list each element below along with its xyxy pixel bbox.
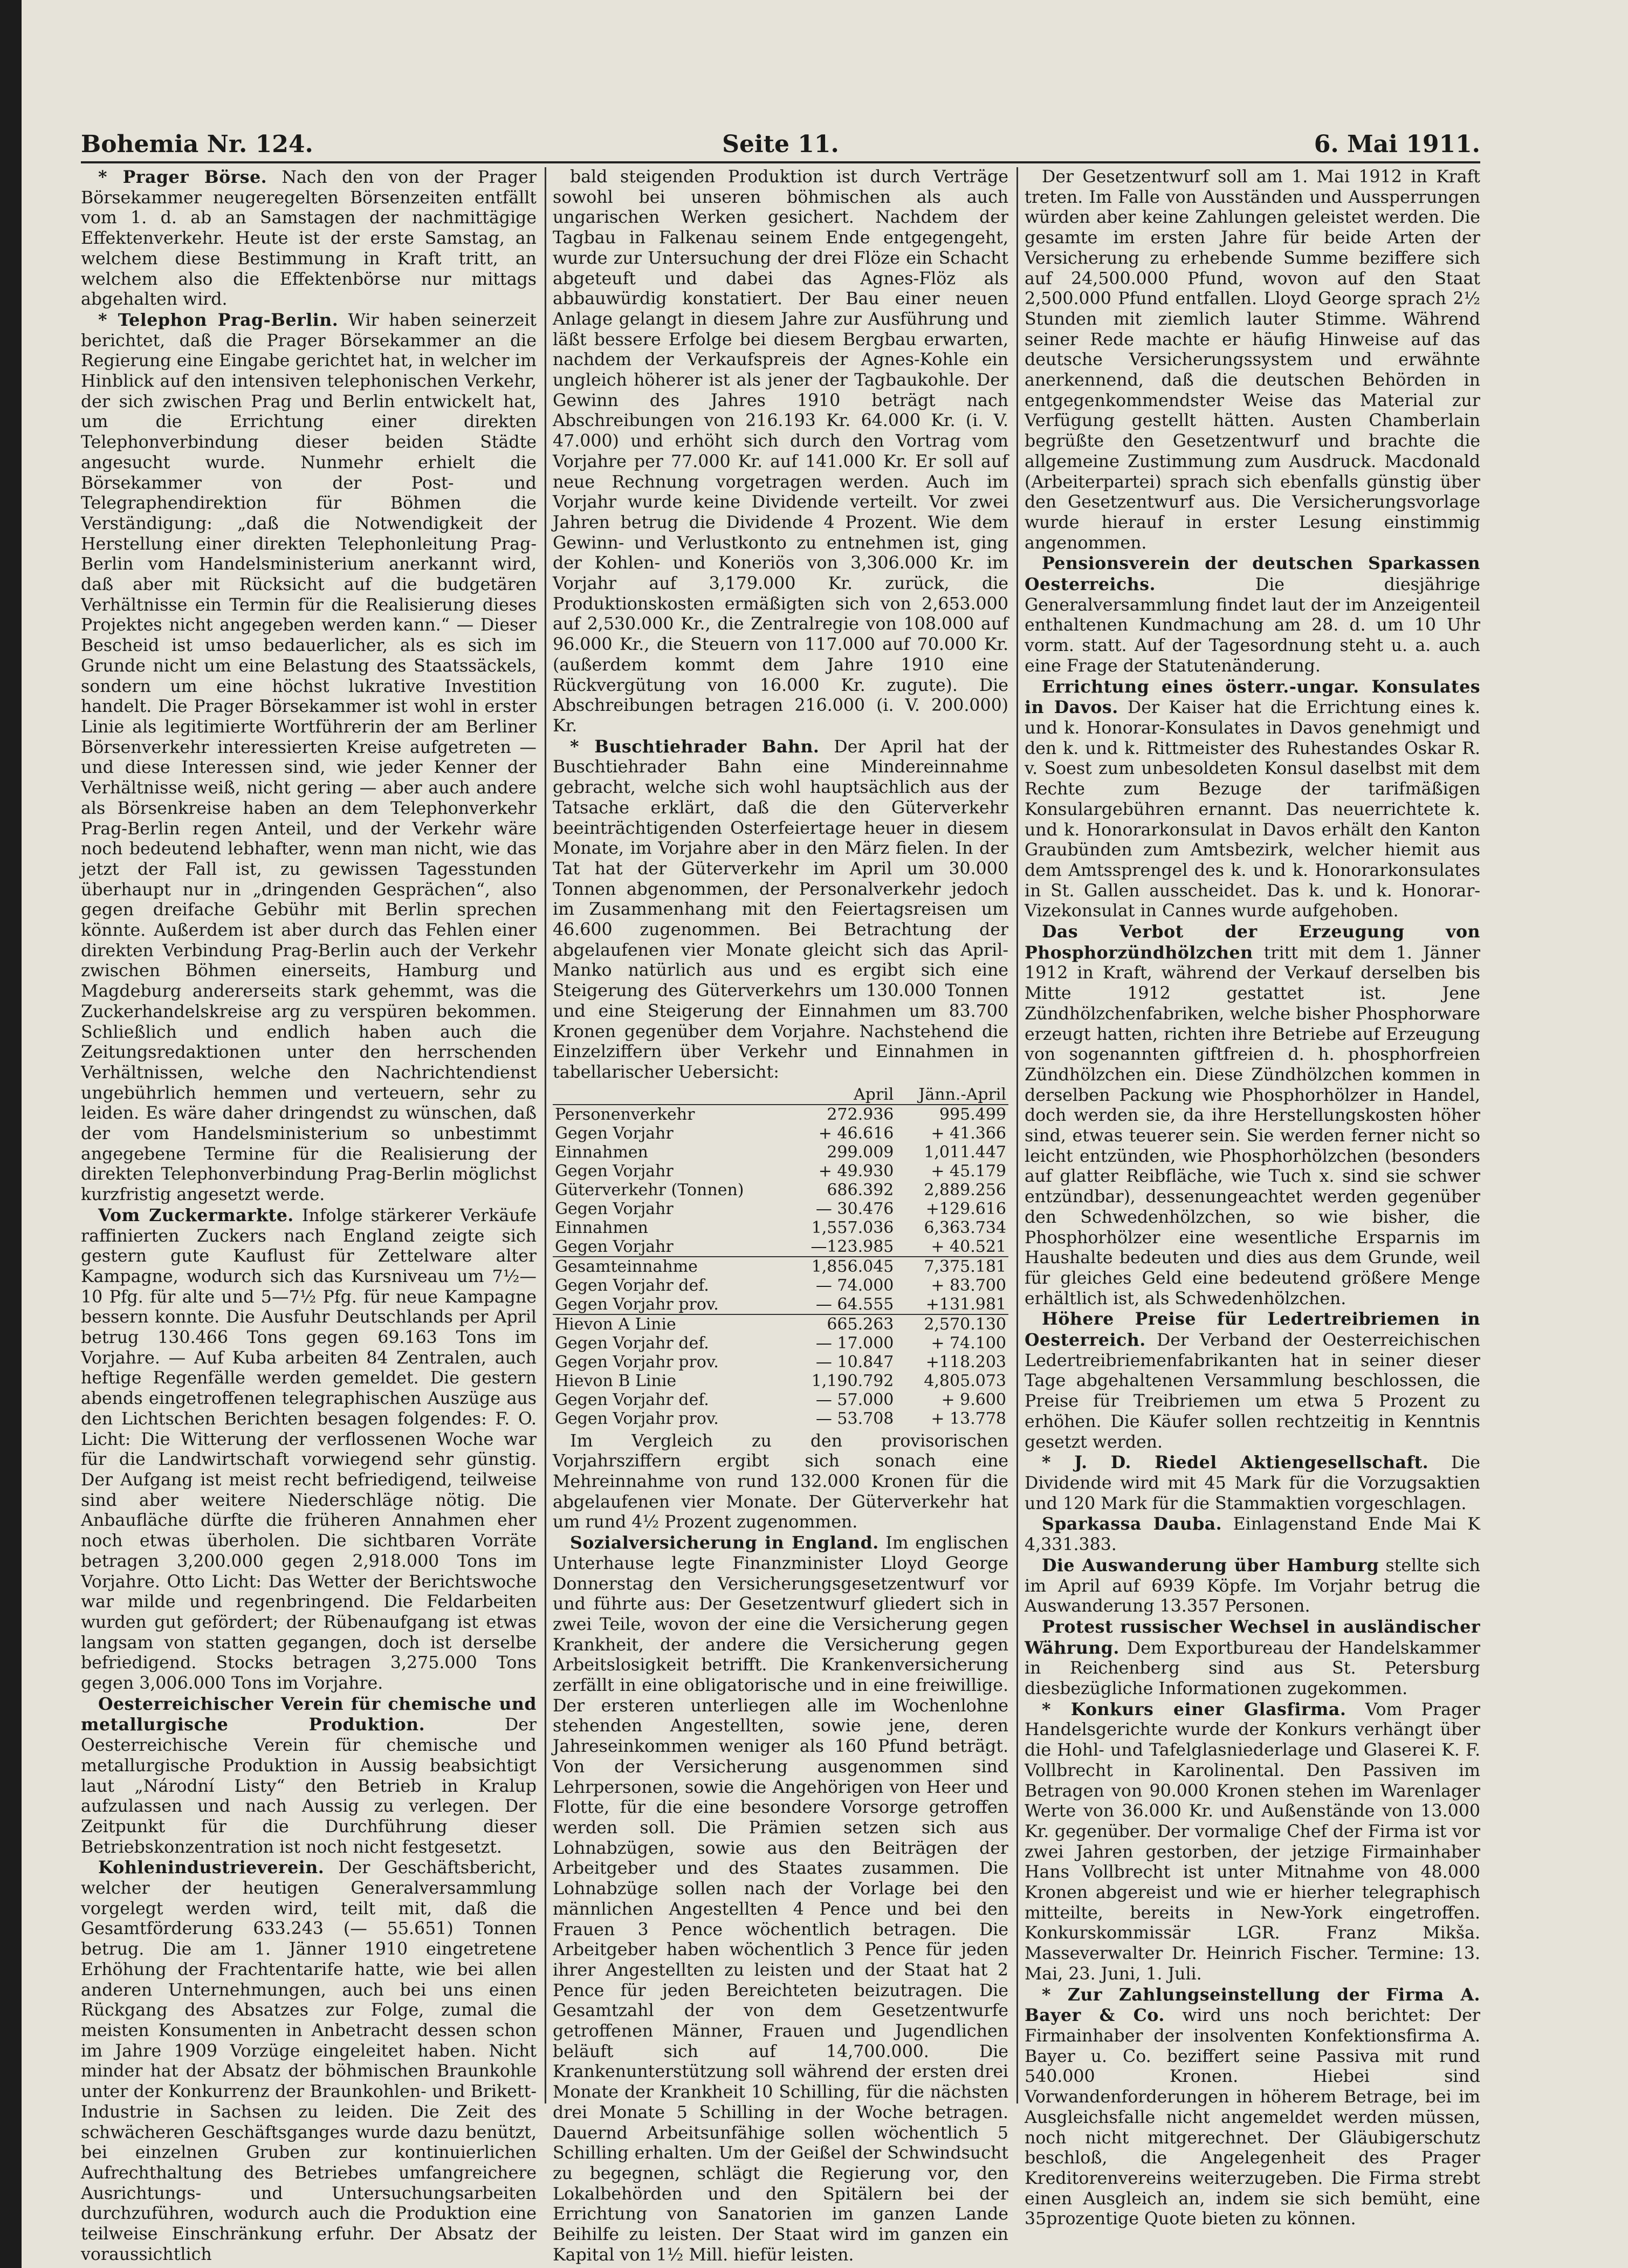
article-paragraph — [1025, 1617, 1480, 1700]
table-cell-jan-april: 995.499 — [896, 1105, 1008, 1124]
table-cell-jan-april: +118.203 — [925, 1352, 1006, 1372]
article-heading: * Buschtiehrader Bahn. — [570, 736, 820, 757]
table-cell-label: Gegen Vorjahr — [555, 1237, 674, 1256]
article-paragraph — [1025, 553, 1480, 676]
article-heading: Protest russischer Wechsel in ausländischer Währung. — [1025, 1616, 1480, 1658]
article-heading: Das Verbot der Erzeugung von Phosphorzündhölzchen — [1025, 922, 1480, 963]
article-heading: Höhere Preise für Ledertreibriemen in Oesterreich. — [1025, 1309, 1480, 1351]
article-heading: Sparkassa Dauba. — [1042, 1514, 1222, 1534]
table-cell-label: Gesamteinnahme — [553, 1257, 789, 1276]
table-cell-jan-april: + 40.521 — [931, 1237, 1006, 1256]
table-cell-label: Gegen Vorjahr def. — [555, 1390, 709, 1409]
article-text: Der Kaiser hat die Errichtung eines k. und k. Honorar-Konsulates in Davos genehmigt und den k. und k. Rittmeister des Ruhestandes Oskar R. v. Soest zum unbesoldeten Konsul daselbst mit dem Rechte zum Bezuge der tarifmäßigen Konsulargebühren ernannt. Das neuerrichtete k. und k. Honorarkonsulat in Davos erhält den Kanton Graubünden zum Amtsbezirk, welcher hiemit aus dem Amtssprengel des k. und k. Honorarkonsulates in St. Gallen ausscheidet. Das k. und k. Honorar-Vizekonsulat in Cannes wurde aufgehoben. — [1025, 698, 1480, 921]
table-cell-label: Gegen Vorjahr — [555, 1199, 674, 1218]
column-2-bottom — [553, 1431, 1008, 2266]
table-cell-jan-april: 6,363.734 — [924, 1218, 1006, 1237]
article-text: Wir haben seinerzeit berichtet, daß die Prager Börsekammer an die Regierung eine Eingabe gerichtet hat, in welcher im Hinblick auf den intensiven telephonischen Verkehr, der sich zwischen Prag und Berlin entwickelt hat, um die Errichtung einer direkten Telephonverbindung dieser beiden Städte angesucht wurde. Nunmehr erhielt die Börsekammer von der Post- und Telegraphendirektion für Böhmen die Verständigung: „daß die Notwendigkeit der Herstellung einer direkten Telephonleitung Prag-Berlin vom Handelsministerium anerkannt wird, daß aber mit Rücksicht auf die budgetären Verhältnisse ein Termin für die Realisierung dieses Projektes nicht angegeben werden kann.“ — Dieser Bescheid ist umso bedauerlicher, als es sich im Grunde nicht um eine Belastung des Staatssäckels, sondern um eine höchst lukrative Investition handelt. Die Prager Börsekammer ist wohl in erster Linie als legitimierte Wortführerin der am Berliner Börsenverkehr interessierten Kreise aufgetreten — und diese Interessen sind, wie jeder Kenner der Verhältnisse weiß, nicht gering — aber auch andere als Börsenkreise haben an dem Telephonverkehr Prag-Berlin regen Anteil, und der Verkehr wäre noch bedeutend lebhafter, wenn man nicht, wie das jetzt der Fall ist, zu gewissen Tagesstunden überhaupt nur in „dringenden Gesprächen“, also gegen dreifache Gebühr mit Berlin sprechen könnte. Außerdem ist aber durch das Fehlen einer direkten Verbindung Prag-Berlin auch der Verkehr zwischen Böhmen einerseits, Hamburg und Magdeburg andererseits stark gehemmt, was die Zuckerhandelskreise arg zu verspüren bekommen. Schließlich und endlich haben auch die Zeitungsredaktionen unter den herrschenden Verhältnissen, welche den Nachrichtendienst ungebührlich hemmen und verteuern, sehr zu leiden. Es wäre daher dringendst zu wünschen, daß der vom Handelsministerium so unbestimmt angegebene Termine für die Realisierung der direkten Telephonverbindung Prag-Berlin möglichst kurzfristig angesetzt werde. — [81, 310, 537, 1205]
article-text: wird uns noch berichtet: Der Firmainhaber der insolventen Konfektionsfirma A. Bayer u. Co. beziffert seine Passiva mit rund 540.000 Kronen. Hiebei sind Vorwandenforderungen in höherem Betrage, bei im Ausgleichsfalle nicht angemeldet werden müssen, noch nicht mitgerechnet. Der Gläubigerschutz beschloß, die Angelegenheit des Prager Kreditorenvereins weiterzugeben. Die Firma strebt einen Ausgleich an, indem sie sich bemüht, eine 35prozentige Quote bieten zu können. — [1025, 2006, 1481, 2229]
article-paragraph — [1025, 1700, 1480, 1985]
article-heading: Oesterreichischer Verein für chemische und metallurgische Produktion. — [81, 1694, 537, 1735]
table-cell-jan-april: 7,375.181 — [896, 1257, 1008, 1276]
table-row — [553, 1314, 1008, 1334]
table-row — [553, 1200, 1008, 1218]
header-page-number: Seite 11. — [722, 131, 839, 158]
table-cell-april: 1,190.792 — [811, 1371, 894, 1390]
table-cell-label: Einnahmen — [555, 1142, 648, 1162]
table-row — [553, 1390, 1008, 1409]
article-paragraph — [81, 1205, 537, 1694]
article-text: Die Dividende wird mit 45 Mark für die Vorzugsaktien und 120 Mark für die Stammaktien vorgeschlagen. — [1025, 1453, 1481, 1513]
article-text: Die diesjährige Generalversammlung findet laut der im Anzeigenteil enthaltenen Kundmachung am 28. d. um 10 Uhr vorm. statt. Auf der Tagesordnung steht u. a. auch eine Frage der Statutenänderung. — [1025, 575, 1480, 676]
article-text: Nach den von der Prager Börsekammer neugeregelten Börsenzeiten entfällt vom 1. d. ab an Samstagen der nachmittägige Effektenverkehr. Heute ist der erste Samstag, an welchem diese Bestimmung in Kraft tritt, an welchem also die Effektenbörse nur mittags abgehalten wird. — [81, 168, 537, 310]
table-cell-april: — 57.000 — [815, 1390, 894, 1409]
article-heading: Errichtung eines österr.-ungar. Konsulates in Davos. — [1025, 676, 1480, 718]
article-text: Der Oesterreichische Verein für chemische und metallurgische Produktion in Aussig beabsichtigt laut „Národní Listy“ den Betrieb in Kralup aufzulassen und nach Aussig zu verlegen. Der Zeitpunkt für die Durchführung dieser Betriebskonzentration ist noch nicht festgesetzt. — [81, 1715, 537, 1857]
header-paper-issue: Bohemia Nr. 124. — [81, 131, 313, 158]
table-cell-label: Güterverkehr (Tonnen) — [555, 1180, 744, 1200]
table-row — [553, 1334, 1008, 1353]
table-cell-april: 272.936 — [789, 1105, 896, 1124]
column-1 — [81, 167, 537, 2264]
page-header — [81, 116, 1480, 163]
article-paragraph — [81, 310, 537, 1205]
newspaper-page — [81, 116, 1481, 2265]
article-text: Im englischen Unterhause legte Finanzminister Lloyd George Donnerstag den Versicherungsgesetzentwurf vor und führte aus: Der Gesetzentwurf gliedert sich in zwei Teile, wovon der eine die Versicherung gegen Krankheit, der andere die Versicherung gegen Arbeitslosigkeit betrifft. Die Krankenversicherung zerfällt in eine obligatorische und in eine freiwillige. Der ersteren unterliegen alle im Wochenlohne stehenden Angestellten, sowie jene, deren Jahreseinkommen weniger als 160 Pfund beträgt. Von der Versicherung ausgenommen sind Lehrpersonen, sowie die Angehörigen von Heer und Flotte, für die eine besondere Vorsorge getroffen werden soll. Die Prämien setzen sich aus Lohnabzügen, sowie aus den Beiträgen der Arbeitgeber und des Staates zusammen. Die Lohnabzüge sollen nach der Vorlage bei den männlichen Angestellten 4 Pence und bei den Frauen 3 Pence wöchentlich betragen. Die Arbeitgeber haben wöchentlich 3 Pence für jeden ihrer Angestellten zu leisten und der Staat hat 2 Pence für jeden Bereichteten beizutragen. Die Gesamtzahl der von dem Gesetzentwurfe getroffenen Männer, Frauen und Jugendlichen beläuft sich auf 14,700.000. Die Krankenunterstützung soll während der ersten drei Monate der Krankheit 10 Schilling, für die nächsten drei Monate 5 Schilling in der Woche betragen. Dauernd Arbeitsunfähige sollen wöchentlich 5 Schilling erhalten. Um der Geißel der Schwindsucht zu begegnen, schlägt die Regierung vor, den Lokalbehörden und den Spitälern bei der Errichtung von Sanatorien im ganzen Lande Beihilfe zu leisten. Der Staat wird im ganzen ein Kapital von 1½ Mill. hiefür leisten. — [553, 1533, 1009, 2265]
table-cell-jan-april: 1,011.447 — [924, 1142, 1006, 1162]
table-cell-label: Personenverkehr — [553, 1105, 789, 1124]
scan-edge — [0, 0, 22, 2268]
table-row — [553, 1181, 1008, 1200]
column-2-top — [553, 167, 1008, 1083]
article-paragraph — [81, 167, 537, 310]
table-cell-april: — 17.000 — [815, 1333, 894, 1353]
table-row — [553, 1237, 1008, 1257]
table-row — [553, 1143, 1008, 1162]
article-text: stellte sich im April auf 6939 Köpfe. Im Vorjahr betrug die Auswanderung 13.357 Personen. — [1025, 1556, 1480, 1616]
table-cell-label: Hievon A Linie — [553, 1314, 789, 1334]
table-cell-label: Gegen Vorjahr prov. — [555, 1409, 719, 1428]
article-text: tritt mit dem 1. Jänner 1912 in Kraft, während der Verkauf derselben bis Mitte 1912 gestattet ist. Jene Zündhölzchenfabriken, welche bisher Phosphorware erzeugt hatten, richten ihre Betriebe auf Erzeugung von sogenannten giftfreien d. h. phosphorfreien Zündhölzchen ein. Diese Zündhölzchen kommen in derselben Packung wie Phosphorhölzer in Handel, doch werden sie, da ihre Herstellungskosten höher sind, etwas teuerer sein. Sie werden ferner nicht so leicht entzünden, wie Phosphorhölzchen (besonders auf glatter Reibfläche, wie Tuch x. sind sie schwer entzündbar), dessenungeachtet werden gegenüber den Schwedenhölzchen, so wie bisher, die Phosphorhölzer eine wesentliche Ersparnis im Haushalte bedeuten und dies aus dem Grunde, weil für gleiches Geld eine bedeutend größere Menge erhältlich ist, als Schwedenhölzchen. — [1025, 943, 1480, 1308]
table-cell-april: 299.009 — [827, 1142, 894, 1162]
article-paragraph — [553, 1533, 1008, 2265]
table-cell-jan-april: + 74.100 — [931, 1333, 1006, 1353]
table-cell-april: — 30.476 — [815, 1199, 894, 1218]
table-cell-jan-april: + 41.366 — [931, 1123, 1006, 1143]
table-row — [553, 1124, 1008, 1143]
table-cell-jan-april: +129.616 — [925, 1199, 1006, 1218]
table-cell-jan-april: 2,570.130 — [896, 1314, 1008, 1334]
table-cell-april: — 64.555 — [815, 1294, 894, 1314]
table-cell-label: Gegen Vorjahr def. — [555, 1276, 709, 1295]
article-paragraph — [1025, 1309, 1480, 1452]
article-heading: * Zur Zahlungseinstellung der Firma A. Bayer & Co. — [1025, 1984, 1480, 2026]
table-cell-label: Hievon B Linie — [555, 1371, 677, 1390]
table-row — [553, 1353, 1008, 1372]
article-paragraph — [1025, 167, 1480, 553]
article-paragraph — [1025, 922, 1480, 1309]
article-text: Der Verband der Oesterreichischen Ledertreibriemenfabrikanten hat in seiner dieser Tage abgehaltenen Versammlung beschlossen, die Preise für Treibriemen um etwa 5 Prozent zu erhöhen. Die Käufer sollen rechtzeitig in Kenntnis gesetzt werden. — [1025, 1331, 1480, 1452]
article-paragraph — [1025, 1514, 1480, 1555]
article-paragraph — [553, 1431, 1008, 1533]
table-cell-label: Einnahmen — [555, 1218, 648, 1237]
table-cell-april: 665.263 — [789, 1314, 896, 1334]
article-heading: Pensionsverein der deutschen Sparkassen Oesterreichs. — [1025, 553, 1480, 595]
table-header-april: April — [789, 1085, 896, 1105]
table-cell-jan-april: 2,889.256 — [924, 1180, 1006, 1200]
table-row — [553, 1295, 1008, 1314]
table-row — [553, 1162, 1008, 1181]
article-paragraph — [1025, 677, 1480, 922]
article-heading: * Telephon Prag-Berlin. — [98, 310, 339, 330]
table-cell-april: 686.392 — [827, 1180, 894, 1200]
article-text: Infolge stärkerer Verkäufe raffinierten Zuckers nach England zeigte sich gestern gute Kauflust für Zettelware alter Kampagne, wodurch sich das Kursniveau um 7½—10 Pfg. für alte und 5—7½ Pfg. für neue Kampagne bessern konnte. Die Ausfuhr Deutschlands per April betrug 130.466 Tons gegen 69.163 Tons im Vorjahre. — Auf Kuba arbeiten 84 Zentralen, auch heftige Regenfälle werden gemeldet. Die gestern abends eingetroffenen telegraphischen Auszüge aus den Lichtschen Berichten besagen folgendes: F. O. Licht: Die Witterung der verflossenen Woche war für die Landwirtschaft vorwiegend sehr günstig. Der Aufgang ist meist recht befriedigend, teilweise sind aber weitere Niederschläge nötig. Die Anbaufläche dürfte die früheren Annahmen eher noch etwas überholen. Die sichtbaren Vorräte betragen 3,200.000 gegen 2,918.000 Tons im Vorjahre. Otto Licht: Das Wetter der Berichtswoche war milde und regenbringend. Die Feldarbeiten wurden gut gefördert; der Rübenaufgang ist etwas langsam von statten gegangen, doch ist derselbe befriedigend. Stocks betragen 3,275.000 Tons gegen 3,006.000 Tons im Vorjahre. — [81, 1205, 537, 1694]
table-cell-april: — 53.708 — [815, 1409, 894, 1428]
header-date: 6. Mai 1911. — [1314, 131, 1480, 158]
table-cell-april: + 49.930 — [818, 1161, 894, 1181]
table-cell-april: — 10.847 — [815, 1352, 894, 1372]
article-heading: Die Auswanderung über Hamburg — [1042, 1555, 1379, 1575]
table-row — [553, 1372, 1008, 1390]
article-paragraph — [1025, 1985, 1480, 2230]
article-paragraph — [1025, 1452, 1480, 1514]
article-text: Der Geschäftsbericht, welcher der heutigen Generalversammlung vorgelegt werden wird, teilt mit, daß die Gesamtförderung 633.243 (— 55.651) Tonnen betrug. Die am 1. Jänner 1910 eingetretene Erhöhung der Frachtentarife hatte, wie bei allen anderen Unternehmungen, auch bei uns einen Rückgang des Absatzes zur Folge, zumal die meisten Konsumenten in Anbetracht dessen schon im Jahre 1909 Vorzüge eingeleitet haben. Nicht minder hat der Absatz der böhmischen Braunkohle unter der Konkurrenz der Braunkohlen- und Brikett-Industrie in Sachsen zu leiden. Die Zeit des schwächeren Geschäftsganges wurde dazu benützt, bei einzelnen Gruben zur kontinuierlichen Aufrechthaltung des Betriebes umfangreichere Ausrichtungs- und Untersuchungsarbeiten durchzuführen, wodurch auch die Produktion eine teilweise Einschränkung erfuhr. Der Absatz der voraussichtlich — [81, 1858, 537, 2264]
table-cell-label: Gegen Vorjahr prov. — [555, 1294, 719, 1314]
table-cell-april: 1,557.036 — [811, 1218, 894, 1237]
article-heading: * Konkurs einer Glasfirma. — [1042, 1699, 1347, 1719]
column-2 — [553, 167, 1009, 2265]
table-row — [553, 1257, 1008, 1276]
table-cell-label: Gegen Vorjahr — [555, 1123, 674, 1143]
article-text: bald steigenden Produktion ist durch Verträge sowohl bei unseren böhmischen als auch ungarischen Werken gesichert. Nachdem der Tagbau in Falkenau seinem Ende entgegengeht, wurde zur Untersuchung der drei Flöze ein Schacht abgeteuft und dabei das Agnes-Flöz als abbauwürdig konstatiert. Der Bau einer neuen Anlage gelangt in diesem Jahre zur Ausführung und läßt bessere Erfolge bei diesem Bergbau erwarten, nachdem der Verkaufspreis der Agnes-Kohle ein ungleich höherer ist als jener der Tagbaukohle. Der Gewinn des Jahres 1910 beträgt nach Abschreibungen von 216.193 Kr. 64.000 Kr. (i. V. 47.000) und erhöht sich durch den Vortrag vom Vorjahre per 77.000 Kr. auf 141.000 Kr. Er soll auf neue Rechnung vorgetragen werden. Auch im Vorjahr wurde keine Dividende verteilt. Vor zwei Jahren betrug die Dividende 4 Prozent. Wie dem Gewinn- und Verlustkonto zu entnehmen ist, ging der Kohlen- und Koneriös von 3,306.000 Kr. im Vorjahr auf 3,179.000 Kr. zurück, die Produktionskosten ermäßigten sich von 2,653.000 auf 2,530.000 Kr., die Zentralregie von 108.000 auf 96.000 Kr., die Steuern von 117.000 auf 70.000 Kr. (außerdem kommt dem Jahre 1910 eine Rückvergütung von 16.000 Kr. zugute). Die Abschreibungen betragen 216.000 (i. V. 200.000) Kr. — [553, 167, 1008, 736]
table-cell-jan-april: 4,805.073 — [924, 1371, 1006, 1390]
columns — [81, 167, 1481, 2265]
traffic-table — [553, 1085, 1008, 1428]
article-text: Der April hat der Buschtiehrader Bahn eine Mindereinnahme gebracht, welche sich wohl hauptsächlich aus der Tatsache erklärt, daß die den Güterverkehr beeinträchtigenden Osterfeiertage heuer in diesem Monate, im Vorjahre aber in den März fielen. In der Tat hat der Güterverkehr im April um 30.000 Tonnen abgenommen, der Personalverkehr jedoch im Zusammenhang mit den Feiertagsreisen um 46.600 zugenommen. Bei Betrachtung der abgelaufenen vier Monate gleicht sich das April-Manko natürlich aus und es ergibt sich eine Steigerung des Güterverkehrs um 130.000 Tonnen und eine Steigerung der Einnahmen um 83.700 Kronen gegenüber dem Vorjahre. Nachstehend die Einzelziffern über Verkehr und Einnahmen in tabellarischer Uebersicht: — [553, 737, 1008, 1082]
article-heading: Vom Zuckermarkte. — [98, 1205, 294, 1225]
article-text: Im Vergleich zu den provisorischen Vorjahrsziffern ergibt sich sonach eine Mehreinnahme von rund 132.000 Kronen für die abgelaufenen vier Monate. Der Güterverkehr hat um rund 4½ Prozent zugenommen. — [553, 1431, 1008, 1532]
table-cell-jan-april: + 13.778 — [931, 1409, 1006, 1428]
article-paragraph — [1025, 1556, 1480, 1617]
article-text: Der Gesetzentwurf soll am 1. Mai 1912 in Kraft treten. Im Falle von Ausständen und Aussperrungen würden aber keine Zahlungen geleistet werden. Die gesamte im ersten Jahre für beide Arten der Versicherung zu erhebende Summe beziffere sich auf 24,500.000 Pfund, wovon auf den Staat 2,500.000 Pfund entfallen. Lloyd George sprach 2½ Stunden mit ziemlich lauter Stimme. Während seiner Rede machte er häufig Hinweise auf das deutsche Versicherungssystem und erwähnte anerkennend, daß die deutschen Behörden in entgegenkommendster Weise das Material zur Verfügung gestellt hätten. Austen Chamberlain begrüßte den Gesetzentwurf und brachte die allgemeine Zustimmung zum Ausdruck. Macdonald (Arbeiterpartei) sprach sich ebenfalls günstig über den Gesetzentwurf aus. Die Versicherungsvorlage wurde hierauf in erster Lesung einstimmig angenommen. — [1025, 167, 1480, 553]
article-paragraph — [553, 737, 1008, 1083]
table-cell-april: 1,856.045 — [789, 1257, 896, 1276]
table-row — [553, 1409, 1008, 1428]
article-paragraph — [553, 167, 1008, 737]
table-cell-label: Gegen Vorjahr — [555, 1161, 674, 1181]
column-3 — [1025, 167, 1481, 2229]
table-cell-jan-april: + 9.600 — [941, 1390, 1006, 1409]
table-row — [553, 1218, 1008, 1237]
table-header-jan-april: Jänn.-April — [896, 1085, 1008, 1105]
article-text: Einlagenstand Ende Mai K 4,331.383. — [1025, 1515, 1480, 1555]
article-heading: * J. D. Riedel Aktiengesellschaft. — [1042, 1452, 1429, 1473]
article-heading: * Prager Börse. — [98, 167, 267, 187]
table-row — [553, 1276, 1008, 1295]
table-header-label — [553, 1085, 789, 1105]
table-row — [553, 1105, 1008, 1124]
table-cell-april: — 74.000 — [815, 1276, 894, 1295]
article-heading: Sozialversicherung in England. — [570, 1533, 879, 1553]
article-text: Vom Prager Handelsgerichte wurde der Konkurs verhängt über die Hohl- und Tafelglasniederlage und Glaserei K. F. Vollbrecht in Karolinental. Den Passiven im Betragen von 90.000 Kronen stehen im Warenlager Werte von 36.000 Kr. und Außenstände von 13.000 Kr. gegenüber. Der vormalige Chef der Firma ist vor zwei Jahren gestorben, der jetzige Firmainhaber Hans Vollbrecht ist unter Mitnahme von 48.000 Kronen abgereist und wie er hierher telegraphisch mitteilte, bereits in New-York eingetroffen. Konkurskommissär LGR. Franz Mikša. Masseverwalter Dr. Heinrich Fischer. Termine: 13. Mai, 23. Juni, 1. Juli. — [1025, 1700, 1480, 1984]
table-body — [553, 1105, 1008, 1428]
table-cell-label: Gegen Vorjahr prov. — [555, 1352, 719, 1372]
article-heading: Kohlenindustrieverein. — [98, 1858, 325, 1878]
article-paragraph — [81, 1858, 537, 2265]
table-cell-jan-april: + 83.700 — [931, 1276, 1006, 1295]
table-cell-april: —123.985 — [810, 1237, 894, 1256]
article-text: Dem Exportbureau der Handelskammer in Reichenberg sind aus St. Petersburg diesbezügliche Informationen zugekommen. — [1025, 1638, 1480, 1699]
table-cell-label: Gegen Vorjahr def. — [555, 1333, 709, 1353]
table-cell-april: + 46.616 — [818, 1123, 894, 1143]
article-paragraph — [81, 1694, 537, 1858]
table-cell-jan-april: +131.981 — [925, 1294, 1006, 1314]
table-cell-jan-april: + 45.179 — [931, 1161, 1006, 1181]
